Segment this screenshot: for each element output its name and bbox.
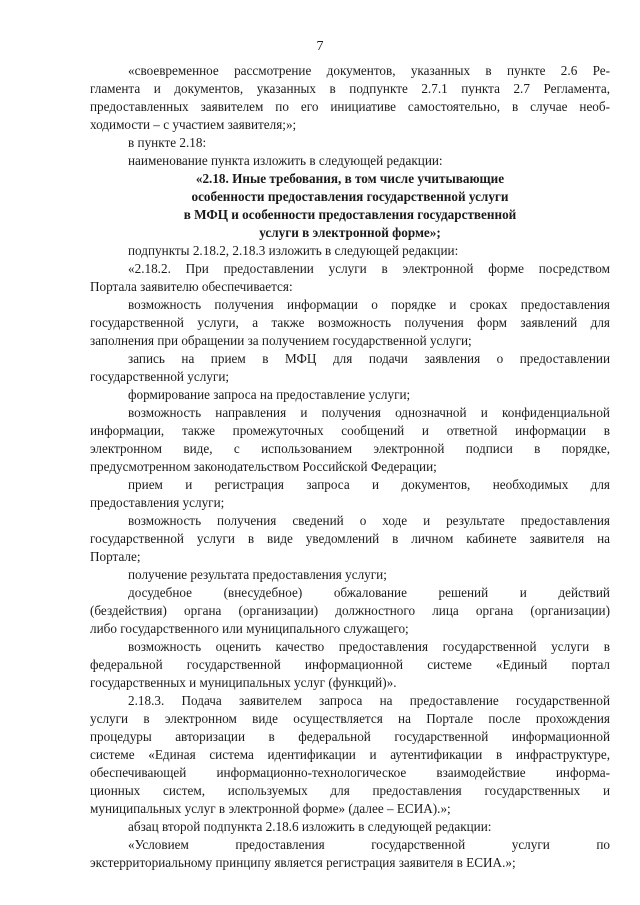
section-heading-line: особенности предоставления государственной услуги bbox=[191, 189, 509, 204]
text-line: федеральной государственной информационной системе «Единый портал bbox=[90, 657, 610, 672]
text-line: получение результата предоставления услуги; bbox=[128, 567, 387, 582]
section-heading-line: «2.18. Иные требования, в том числе учитывающие bbox=[195, 171, 505, 186]
text-line: Портале; bbox=[90, 549, 141, 564]
text-line: возможность получения информации о порядке и сроках предоставления bbox=[128, 297, 610, 312]
text-line: информации, также промежуточных сообщений и ответной информации в bbox=[90, 423, 610, 438]
text-line: государственной услуги; bbox=[90, 369, 230, 384]
text-line: заполнения при обращении за получением государственной услуги; bbox=[90, 333, 472, 348]
text-line: ционных систем, используемых для предоставления государственных и bbox=[90, 783, 610, 798]
text-line: формирование запроса на предоставление услуги; bbox=[128, 387, 411, 402]
text-line: системе «Единая система идентификации и аутентификации в инфраструктуре, bbox=[90, 747, 610, 762]
text-line: ходимости – с участием заявителя;»; bbox=[90, 117, 297, 132]
text-line: возможность направления и получения однозначной и конфиденциальной bbox=[128, 405, 610, 420]
text-line: запись на прием в МФЦ для подачи заявления о предоставлении bbox=[128, 351, 610, 366]
text-line: (бездействия) органа (организации) должностного лица органа (организации) bbox=[90, 603, 610, 618]
text-line: экстерриториальному принципу является регистрация заявителя в ЕСИА.»; bbox=[90, 855, 516, 870]
text-line: государственной услуги, а также возможность получения форм заявлений для bbox=[90, 315, 610, 330]
text-line: прием и регистрация запроса и документов, необходимых для bbox=[128, 477, 610, 492]
section-heading-line: услуги в электронной форме»; bbox=[259, 225, 441, 240]
text-line: досудебное (внесудебное) обжалование решений и действий bbox=[128, 585, 610, 600]
section-heading-line: в МФЦ и особенности предоставления государственной bbox=[183, 207, 517, 222]
text-line: Портала заявителю обеспечивается: bbox=[90, 279, 293, 294]
text-line: гламента и документов, указанных в подпункте 2.7.1 пункта 2.7 Регламента, bbox=[90, 81, 610, 96]
text-line: обеспечивающей информационно-технологическое взаимодействие информа- bbox=[90, 765, 610, 780]
text-line: в пункте 2.18: bbox=[128, 135, 207, 150]
text-line: процедуры авторизации в федеральной государственной информационной bbox=[90, 729, 610, 744]
text-line: либо государственного или муниципального служащего; bbox=[90, 621, 409, 636]
text-line: подпункты 2.18.2, 2.18.3 изложить в следующей редакции: bbox=[128, 243, 459, 258]
text-line: услуги в электронном виде осуществляется на Портале после прохождения bbox=[90, 711, 610, 726]
text-line: «своевременное рассмотрение документов, указанных в пункте 2.6 Ре- bbox=[128, 63, 610, 78]
text-line: «2.18.2. При предоставлении услуги в электронной форме посредством bbox=[128, 261, 610, 276]
text-line: предусмотренном законодательством Российской Федерации; bbox=[90, 459, 437, 474]
text-line: предоставленных заявителем по его инициативе самостоятельно, в случае необ- bbox=[90, 99, 610, 114]
text-line: электронном виде, с использованием электронной подписи в порядке, bbox=[90, 441, 610, 456]
text-line: муниципальных услуг в электронной форме» (далее – ЕСИА).»; bbox=[90, 801, 451, 816]
page-number: 7 bbox=[316, 39, 324, 54]
text-line: абзац второй подпункта 2.18.6 изложить в следующей редакции: bbox=[128, 819, 492, 834]
text-line: 2.18.3. Подача заявителем запроса на предоставление государственной bbox=[128, 693, 610, 708]
text-line: возможность получения сведений о ходе и результате предоставления bbox=[128, 513, 610, 528]
text-line: государственной услуги в виде уведомлений в личном кабинете заявителя на bbox=[90, 531, 610, 546]
text-line: «Условием предоставления государственной услуги по bbox=[128, 837, 610, 852]
text-line: наименование пункта изложить в следующей редакции: bbox=[128, 153, 443, 168]
text-line: возможность оценить качество предоставления государственной услуги в bbox=[128, 639, 610, 654]
text-line: предоставления услуги; bbox=[90, 495, 225, 510]
document-body bbox=[90, 62, 610, 872]
text-line: государственных и муниципальных услуг (функций)». bbox=[90, 675, 397, 690]
